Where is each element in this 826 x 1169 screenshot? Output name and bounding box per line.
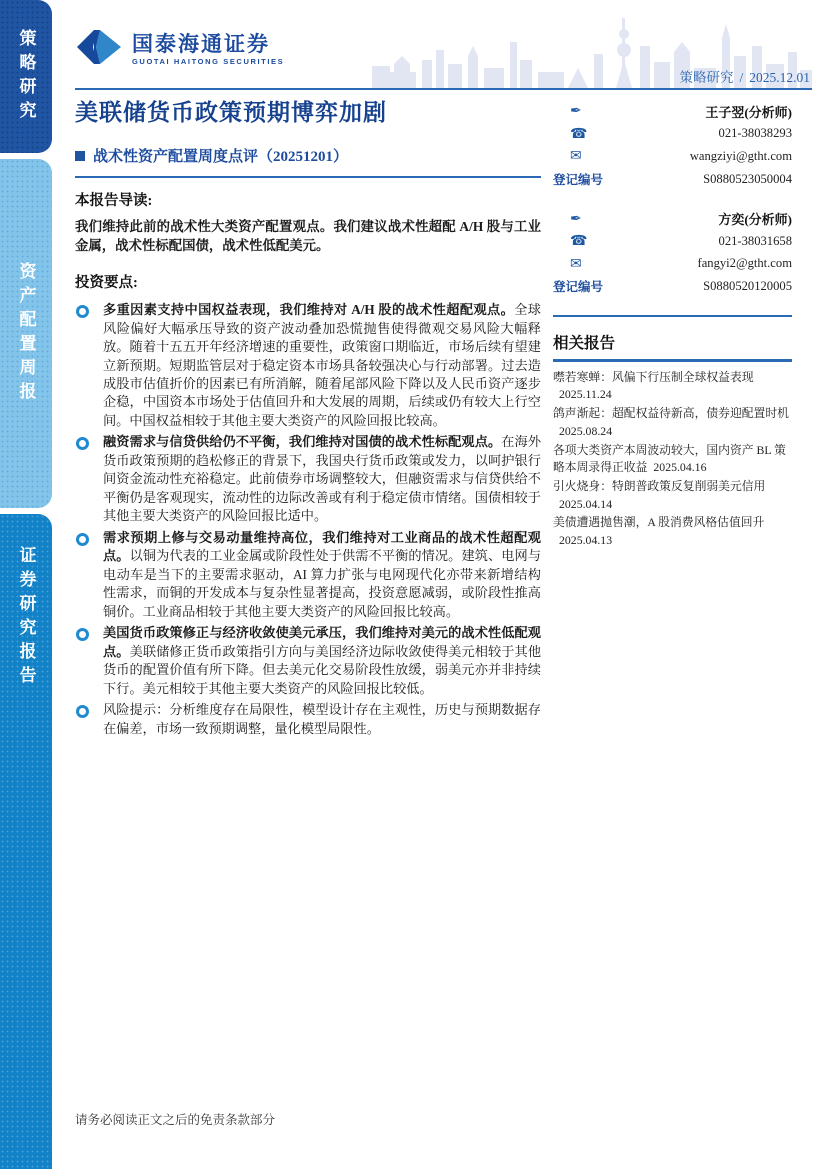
- related-report-date: 2025.11.24: [559, 387, 612, 402]
- ring-bullet-icon: [76, 533, 89, 546]
- analyst-block: [553, 100, 792, 190]
- bullet-lead: 融资需求与信贷供给仍不平衡，我们维持对国债的战术性标配观点。: [103, 434, 502, 450]
- list-item: [75, 624, 541, 698]
- related-report-title: 引火烧身：特朗普政策反复削弱美元信用: [553, 478, 766, 493]
- company-logo: [76, 27, 284, 72]
- phone-icon: ☎: [570, 125, 588, 142]
- related-report-title: 噤若寒蝉：风偏下行压制全球权益表现: [553, 369, 754, 384]
- bullet-body: 全球风险偏好大幅承压导致的资产波动叠加恐慌抛售使得微观交易风险大幅释放。随着十五五开年经济增速的重要性，政策窗口期临近，市场后续有望建立新预期。短期监管层对于稳定资本市场具备较强决心与行动部署。过去造成股市估值折价的因素已有所消解，随着尾部风险下降以及人民币资产逐步企稳，中国资本市场处于估值回升和大发展的周期，后续或仍有较大上行空间。中国权益相较于其他主要大类资产的风险回报比较高。: [103, 302, 541, 428]
- analyst-phone: 021-38038293: [718, 126, 792, 141]
- key-points-list: [75, 301, 541, 738]
- disclaimer-footer: 请务必阅读正文之后的免责条款部分: [75, 1113, 276, 1127]
- analyst-email: fangyi2@gtht.com: [697, 256, 792, 271]
- bullet-body: 风险提示：分析维度存在局限性，模型设计存在主观性，历史与预期数据存在偏差，市场一致预期调整，量化模型局限性。: [103, 702, 541, 736]
- header-separator: /: [739, 70, 744, 85]
- envelope-icon: ✉: [570, 148, 582, 165]
- ring-bullet-icon: [76, 437, 89, 450]
- registration-number: S0880520120005: [703, 278, 792, 293]
- bullet-body: 以铜为代表的工业金属或阶段性处于供需不平衡的情况。建筑、电网与电动车是当下的主要需求驱动，AI 算力扩张与电网现代化亦带来新增结构性需求，而铜的开发成本与复杂性显著提高，投资意愿减弱，或阶段性推高铜价。工业商品相较于其他主要大类资产的风险回报比较高。: [103, 548, 542, 619]
- bullet-lead: 需求预期上修与交易动量维持高位，我们维持对工业商品的战术性超配观点。: [103, 529, 541, 564]
- list-item: [553, 514, 792, 549]
- header-category: 策略研究: [679, 70, 734, 85]
- sidebar-segment-allocation: [0, 159, 52, 508]
- related-report-title: 美债遭遇抛售潮，A 股消费风格估值回升: [553, 515, 765, 530]
- list-item: [75, 433, 541, 525]
- phone-icon: ☎: [570, 233, 588, 250]
- related-report-title: 各项大类资产本周波动较大，国内资产 BL 策略本周录得正收益: [553, 442, 786, 475]
- related-report-date: 2025.08.24: [559, 423, 613, 438]
- envelope-icon: ✉: [570, 255, 582, 272]
- registration-label: 登记编号: [553, 173, 604, 188]
- sidebar-label-allocation: 资产配置周报: [16, 261, 36, 406]
- analyst-block: [553, 207, 792, 297]
- report-subtitle-row: [75, 145, 541, 166]
- points-label: 投资要点:: [75, 275, 138, 292]
- brand-name-en: GUOTAI HAITONG SECURITIES: [132, 56, 285, 66]
- header-rule: [75, 88, 812, 90]
- guide-label: 本报告导读:: [75, 193, 153, 209]
- list-item: [553, 369, 792, 404]
- analyst-divider: [553, 315, 792, 317]
- analyst-column: [553, 100, 792, 551]
- related-report-date: 2025.04.13: [559, 532, 613, 547]
- sidebar-segment-strategy: [0, 0, 52, 153]
- list-item: [75, 301, 541, 430]
- analyst-email: wangziyi@gtht.com: [689, 148, 792, 163]
- analyst-phone: 021-38031658: [718, 233, 792, 248]
- square-bullet-icon: [75, 151, 85, 161]
- main-column: [75, 94, 541, 741]
- ring-bullet-icon: [76, 705, 89, 718]
- list-item: [75, 529, 541, 621]
- analyst-name: 王子翌(分析师): [705, 104, 792, 120]
- related-report-date: 2025.04.16: [653, 460, 707, 475]
- bullet-lead: 多重因素支持中国权益表现，我们维持对 A/H 股的战术性超配观点。: [103, 302, 515, 318]
- registration-label: 登记编号: [553, 280, 604, 295]
- related-reports-title: 相关报告: [553, 334, 616, 352]
- list-item: [553, 478, 792, 513]
- sidebar-label-research: 证券研究报告: [16, 546, 36, 690]
- pen-icon: ✒: [570, 210, 582, 227]
- bullet-body: 美联储修正货币政策指引方向与美国经济边际收敛使得美元相较于其他货币的配置价值有所下降。但去美元化交易阶段性放缓，弱美元亦并非持续下行。美元相较于其他主要大类资产的风险回报比较低。: [103, 643, 542, 696]
- sidebar-label-strategy: 策略研究: [16, 28, 36, 125]
- subtitle-rule: [75, 176, 541, 178]
- ring-bullet-icon: [76, 305, 89, 318]
- ring-bullet-icon: [76, 628, 89, 641]
- header-meta: [679, 66, 810, 86]
- logo-eye-icon: [76, 27, 122, 72]
- list-item: [553, 405, 792, 440]
- related-reports-list: [553, 369, 792, 550]
- report-title: 美联储货币政策预期博弈加剧: [75, 100, 387, 125]
- analyst-name: 方奕(分析师): [718, 212, 792, 228]
- bullet-lead: 美国货币政策修正与经济收敛使美元承压，我们维持对美元的战术性低配观点。: [103, 625, 541, 659]
- brand-name-cn: 国泰海通证券: [132, 33, 270, 57]
- report-subtitle: 战术性资产配置周度点评（20251201）: [93, 149, 349, 165]
- bullet-body: 在海外货币政策预期的趋松修正的背景下，我国央行货币政策或发力，以呵护银行间资金流动性充裕稳定。此前债券市场调整较大，但融资需求与信贷供给不平衡仍是客观现实，流动性的边际改善或有利于稳定债市情绪。国债相较于其他主要大类资产的风险回报比适中。: [103, 434, 542, 524]
- list-item: [75, 701, 541, 738]
- pen-icon: ✒: [570, 103, 582, 120]
- related-report-date: 2025.04.14: [559, 496, 613, 511]
- sidebar-segment-research: [0, 514, 52, 1169]
- related-report-title: 鸽声渐起：超配权益待新高，债券迎配置时机: [553, 406, 789, 421]
- registration-number: S0880523050004: [703, 171, 792, 186]
- guide-text: 我们维持此前的战术性大类资产配置观点。我们建议战术性超配 A/H 股与工业金属，战术性标配国债，战术性低配美元。: [75, 219, 541, 254]
- list-item: [553, 442, 792, 477]
- related-reports-rule: [553, 359, 792, 362]
- header-date: 2025.12.01: [749, 70, 810, 85]
